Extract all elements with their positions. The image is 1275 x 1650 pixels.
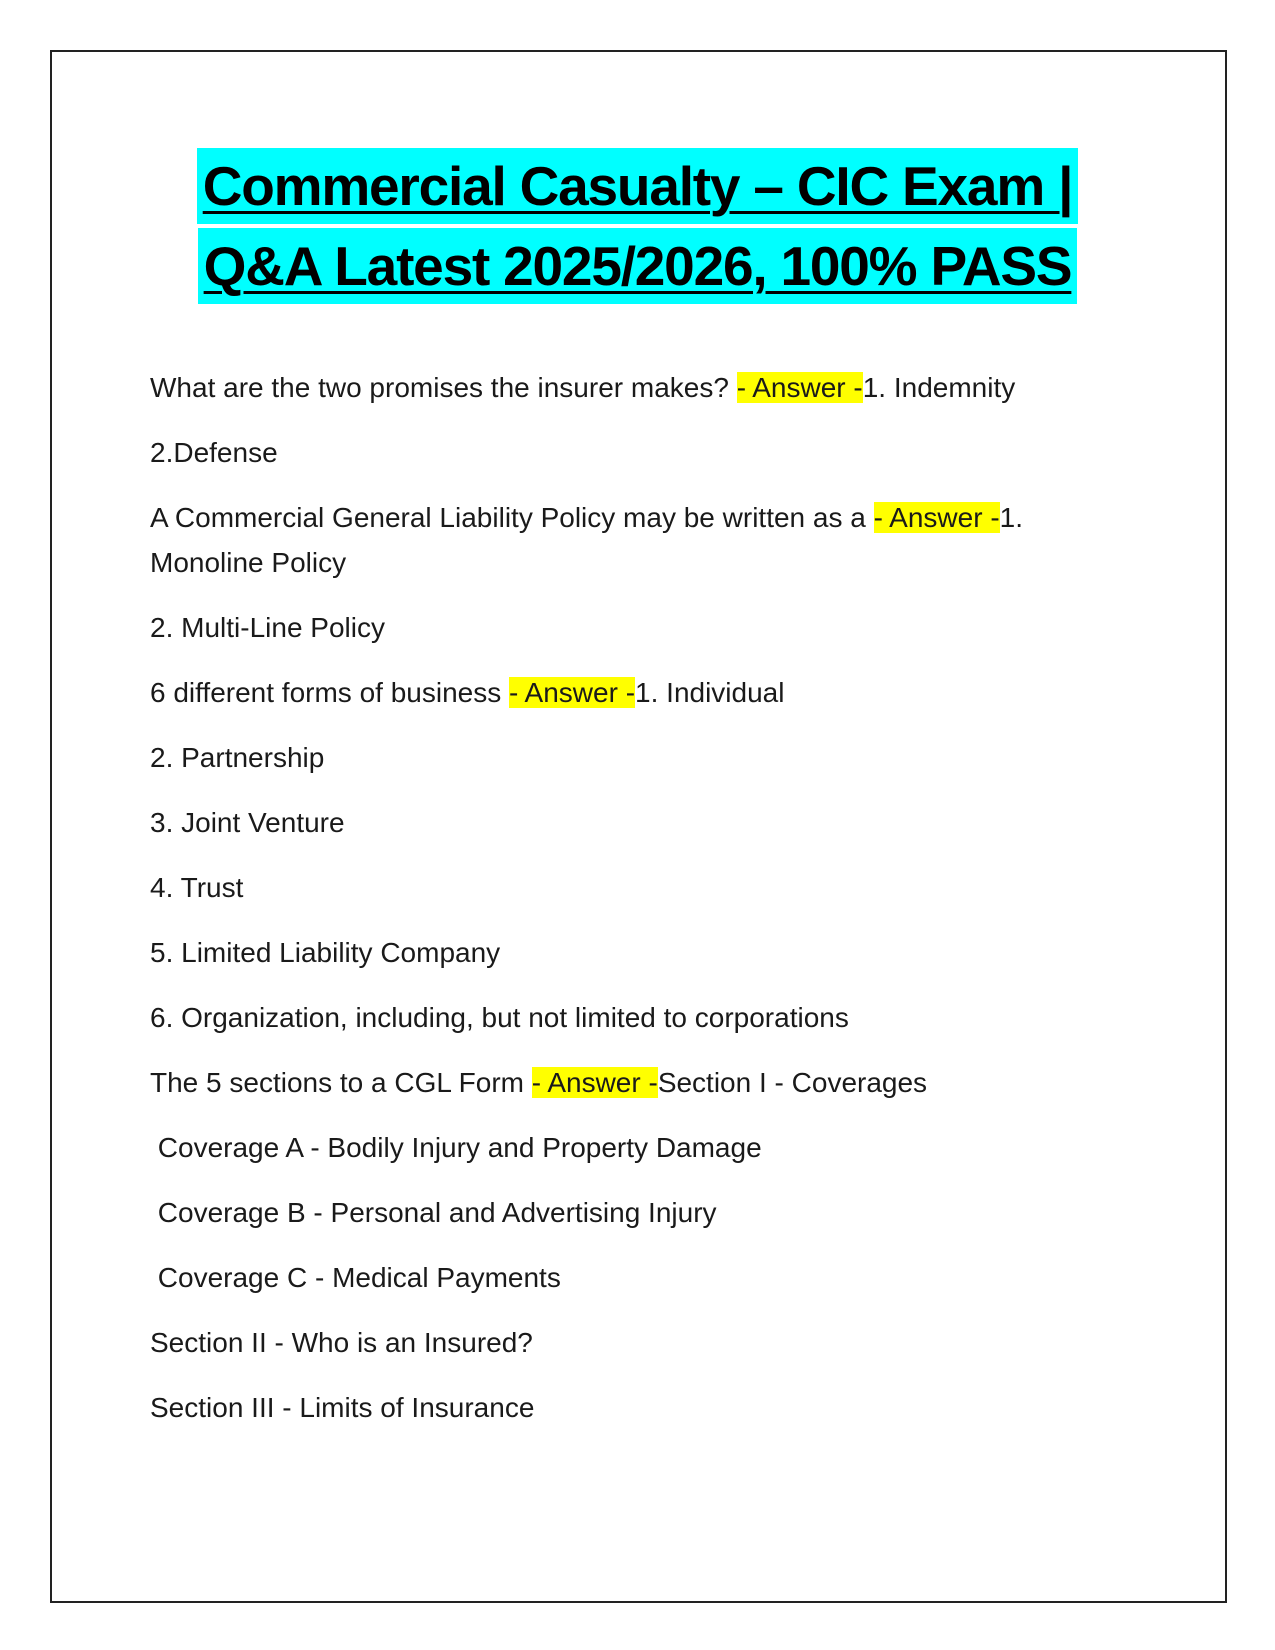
question-text: 6 different forms of business: [150, 677, 509, 708]
answer-marker: - Answer -: [736, 372, 863, 403]
question-1-line: [150, 365, 1150, 411]
title-line-1: Commercial Casualty – CIC Exam |: [197, 148, 1079, 224]
answer-marker: - Answer -: [873, 502, 1000, 533]
title-line-2: Q&A Latest 2025/2026, 100% PASS: [198, 228, 1078, 304]
answer-marker: - Answer -: [531, 1067, 658, 1098]
answer-line: 1. Individual: [635, 677, 785, 708]
question-text: The 5 sections to a CGL Form: [150, 1067, 532, 1098]
answer-line: Monoline Policy: [150, 547, 347, 578]
answer-line: Coverage C - Medical Payments: [150, 1262, 561, 1293]
answer-line: Section II - Who is an Insured?: [150, 1327, 533, 1358]
answer-line: 1. Indemnity: [862, 372, 1016, 403]
answer-line: 6. Organization, including, but not limited to corporations: [150, 1002, 849, 1033]
question-text: What are the two promises the insurer makes?: [150, 372, 737, 403]
answer-line: 4. Trust: [150, 872, 244, 903]
question-2-line: [150, 495, 1150, 541]
answer-line: 3. Joint Venture: [150, 807, 345, 838]
document-title: [0, 148, 1275, 304]
question-4-line: [150, 1060, 1150, 1106]
question-3-line: [150, 670, 1150, 716]
answer-line: 2. Multi-Line Policy: [150, 612, 385, 643]
answer-marker: - Answer -: [509, 677, 636, 708]
answer-line: Coverage A - Bodily Injury and Property Damage: [150, 1132, 762, 1163]
answer-line: 1.: [999, 502, 1024, 533]
answer-line: 5. Limited Liability Company: [150, 937, 501, 968]
answer-line: Section I - Coverages: [657, 1067, 928, 1098]
answer-line: 2.Defense: [150, 437, 278, 468]
question-text: A Commercial General Liability Policy may be written as a: [150, 502, 874, 533]
answer-line: Coverage B - Personal and Advertising Injury: [150, 1197, 717, 1228]
answer-line: Section III - Limits of Insurance: [150, 1392, 535, 1423]
answer-line: 2. Partnership: [150, 742, 325, 773]
